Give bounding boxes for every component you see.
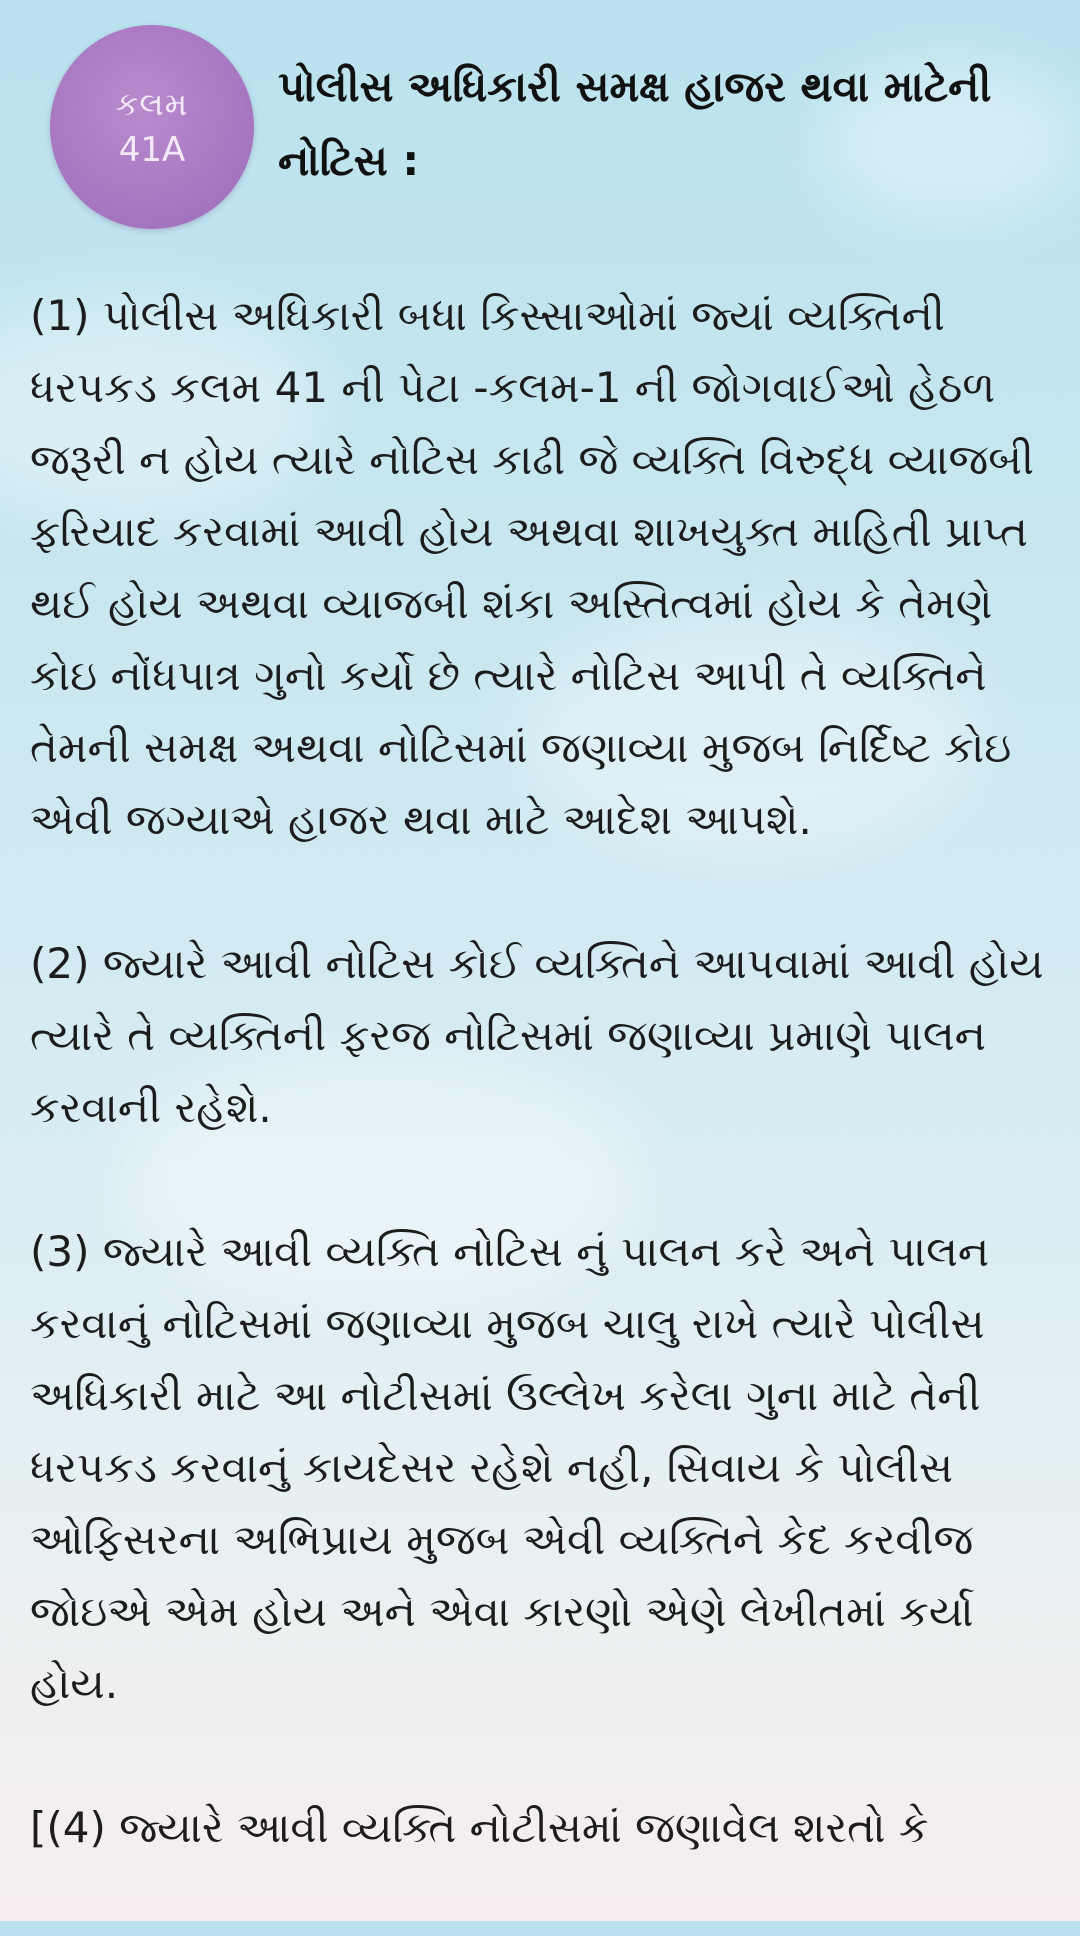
page-title: પોલીસ અધિકારી સમક્ષ હાજર થવા માટેની નોટિસ : (278, 62, 992, 185)
badge-label: કલમ (115, 85, 189, 123)
paragraph-2: (2) જ્યારે આવી નોટિસ કોઈ વ્યક્તિને આપવામાં આવી હોય ત્યારે તે વ્યક્તિની ફરજ નોટિસમાં જણાવ્યા પ્રમાણે પાલન કરવાની રહેશે. (30, 939, 1044, 1132)
paragraph-4: [(4) જ્યારે આવી વ્યક્તિ નોટીસમાં જણાવેલ શરતો કે (30, 1803, 929, 1852)
badge-number: 41A (118, 130, 186, 170)
article-body (30, 280, 1060, 1936)
paragraph-1: (1) પોલીસ અધિકારી બધા કિસ્સાઓમાં જ્યાં વ્યક્તિની ધરપકડ કલમ 41 ની પેટા -કલમ-1 ની જોગવાઈઓ હેઠળ જરૂરી ન હોય ત્યારે નોટિસ કાઢી જે વ્યક્તિ વિરુદ્ધ વ્યાજબી ફરિયાદ કરવામાં આવી હોય અથવા શાખયુક્ત માહિતી પ્રાપ્ત થઈ હોય અથવા વ્યાજબી શંકા અસ્તિત્વમાં હોય કે તેમણે કોઇ નોંધપાત્ર ગુનો કર્યો છે ત્યારે નોટિસ આપી તે વ્યક્તિને તેમની સમક્ષ અથવા નોટિસમાં જણાવ્યા મુજબ નિર્દિષ્ટ કોઇ એવી જગ્યાએ હાજર થવા માટે આદેશ આપશે. (30, 291, 1035, 844)
header (0, 0, 1080, 240)
paragraph-3: (3) જ્યારે આવી વ્યક્તિ નોટિસ નું પાલન કરે અને પાલન કરવાનું નોટિસમાં જણાવ્યા મુજબ ચાલુ રાખે ત્યારે પોલીસ અધિકારી માટે આ નોટીસમાં ઉલ્લેખ કરેલા ગુના માટે તેની ધરપકડ કરવાનું કાયદેસર રહેશે નહી, સિવાય કે પોલીસ ઓફિસરના અભિપ્રાય મુજબ એવી વ્યક્તિને કેદ કરવીજ જોઇએ એમ હોય અને એવા કારણો એણે લેખીતમાં કર્યા હોય. (30, 1227, 990, 1708)
section-badge (50, 25, 254, 229)
